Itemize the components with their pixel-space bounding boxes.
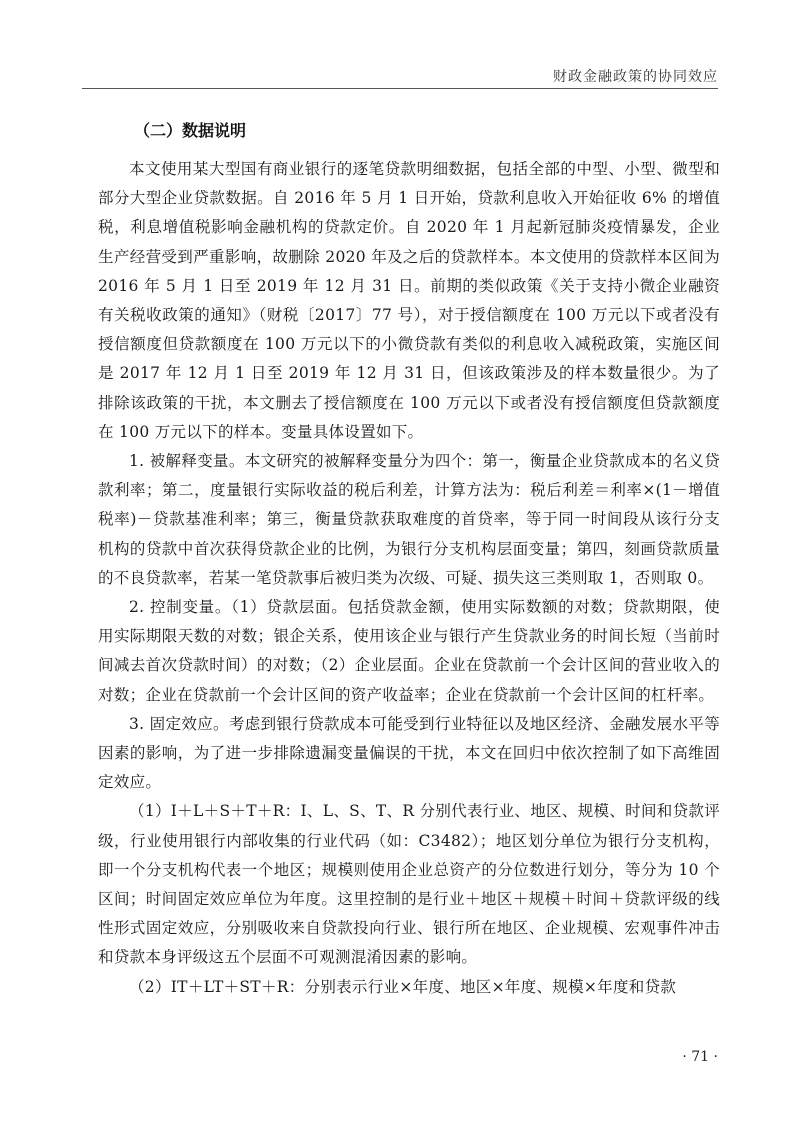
paragraph-fixed-effects-2: （2）IT＋LT＋ST＋R：分别表示行业×年度、地区×年度、规模×年度和贷款 xyxy=(129,977,677,996)
header-rule xyxy=(82,88,718,89)
paragraph-data-description: 本文使用某大型国有商业银行的逐笔贷款明细数据，包括全部的中型、小型、微型和部分大型企业贷款数据。自 2016 年 5 月 1 日开始，贷款利息收入开始征收 6% 的增值税，利息增值税影响金融机构的贷款定价。自 2020 年 1 月起新冠肺炎疫情暴发，企业生产经营受到严重影响，故删除 2020 年及之后的贷款样本。本文使用的贷款样本区间为 2016 年 5 月 1 日至 2019 年 12 月 31 日。前期的类似政策《关于支持小微企业融资有关税收政策的通知》（财税〔2017〕77 号），对于授信额度在 100 万元以下或者没有授信额度但贷款额度在 100 万元以下的小微贷款有类似的利息收入减税政策，实施区间是 2017 年 12 月 1 日至 2019 年 12 月 31 日，但该政策涉及的样本数量很少。为了排除该政策的干扰，本文删去了授信额度在 100 万元以下或者没有授信额度但贷款额度在 100 万元以下的样本。变量具体设置如下。 xyxy=(98,160,720,441)
paragraph-control-variables: 2. 控制变量。（1）贷款层面。包括贷款金额，使用实际数额的对数；贷款期限，使用实际期限天数的对数；银企关系，使用该企业与银行产生贷款业务的时间长短（当前时间减去首次贷款时间）的对数；（2）企业层面。企业在贷款前一个会计区间的营业收入的对数；企业在贷款前一个会计区间的资产收益率；企业在贷款前一个会计区间的杠杆率。 xyxy=(98,598,720,704)
main-content xyxy=(98,115,720,1002)
running-header: 财政金融政策的协同效应 xyxy=(553,69,718,85)
paragraph-dependent-variables: 1. 被解释变量。本文研究的被解释变量分为四个：第一，衡量企业贷款成本的名义贷款利率；第二，度量银行实际收益的税后利差，计算方法为：税后利差＝利率×(1－增值税率)－贷款基准利率；第三，衡量贷款获取难度的首贷率，等于同一时间段从该行分支机构的贷款中首次获得贷款企业的比例，为银行分支机构层面变量；第四，刻画贷款质量的不良贷款率，若某一笔贷款事后被归类为次级、可疑、损失这三类则取 1，否则取 0。 xyxy=(98,452,720,587)
paragraph-fixed-effects: 3. 固定效应。考虑到银行贷款成本可能受到行业特征以及地区经济、金融发展水平等因素的影响，为了进一步排除遗漏变量偏误的干扰，本文在回归中依次控制了如下高维固定效应。 xyxy=(98,714,720,792)
section-heading: （二）数据说明 xyxy=(134,121,247,140)
paragraph-fixed-effects-1: （1）I＋L＋S＋T＋R：I、L、S、T、R 分别代表行业、地区、规模、时间和贷款评级，行业使用银行内部收集的行业代码（如：C3482）；地区划分单位为银行分支机构，即一个分支机构代表一个地区；规模则使用企业总资产的分位数进行划分，等分为 10 个区间；时间固定效应单位为年度。这里控制的是行业＋地区＋规模＋时间＋贷款评级的线性形式固定效应，分别吸收来自贷款投向行业、银行所在地区、企业规模、宏观事件冲击和贷款本身评级这五个层面不可观测混淆因素的影响。 xyxy=(98,802,720,967)
page-number: · 71 · xyxy=(682,1049,718,1065)
